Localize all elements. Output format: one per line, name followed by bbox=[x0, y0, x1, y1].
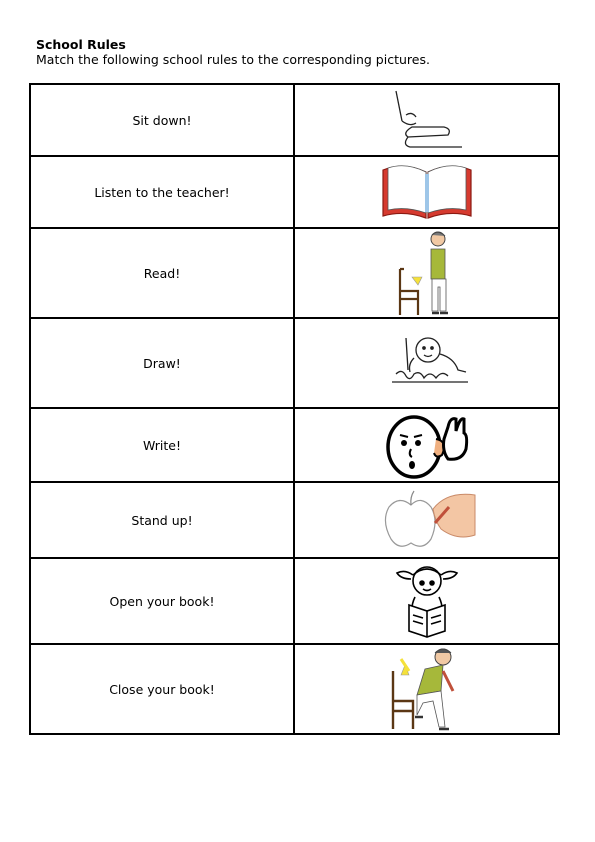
picture-cell bbox=[294, 228, 559, 318]
table-row bbox=[30, 558, 559, 644]
table-row bbox=[30, 156, 559, 228]
table-row bbox=[30, 318, 559, 408]
open-book-icon bbox=[380, 160, 474, 224]
rules-table bbox=[29, 83, 560, 735]
rule-text: Read! bbox=[30, 228, 294, 318]
table-row bbox=[30, 408, 559, 482]
boy-sitting-down-icon bbox=[387, 645, 467, 733]
picture-cell bbox=[294, 156, 559, 228]
table-row bbox=[30, 482, 559, 558]
rule-text: Write! bbox=[30, 408, 294, 482]
listening-face-icon bbox=[382, 409, 472, 481]
picture-cell bbox=[294, 558, 559, 644]
picture-cell bbox=[294, 84, 559, 156]
worksheet-title: School Rules bbox=[36, 37, 126, 52]
writing-hand-icon bbox=[382, 87, 472, 153]
picture-cell bbox=[294, 482, 559, 558]
rule-text: Stand up! bbox=[30, 482, 294, 558]
rule-text: Listen to the teacher! bbox=[30, 156, 294, 228]
rule-text: Draw! bbox=[30, 318, 294, 408]
table-row bbox=[30, 84, 559, 156]
table-row bbox=[30, 644, 559, 734]
girl-reading-book-icon bbox=[387, 559, 467, 643]
drawing-apple-icon bbox=[377, 485, 477, 555]
rule-text: Close your book! bbox=[30, 644, 294, 734]
boy-standing-up-icon bbox=[392, 229, 462, 317]
rule-text: Sit down! bbox=[30, 84, 294, 156]
picture-cell bbox=[294, 318, 559, 408]
picture-cell bbox=[294, 408, 559, 482]
rule-text: Open your book! bbox=[30, 558, 294, 644]
table-row bbox=[30, 228, 559, 318]
picture-cell bbox=[294, 644, 559, 734]
worksheet-instructions: Match the following school rules to the corresponding pictures. bbox=[36, 52, 430, 67]
child-writing-icon bbox=[384, 330, 470, 396]
